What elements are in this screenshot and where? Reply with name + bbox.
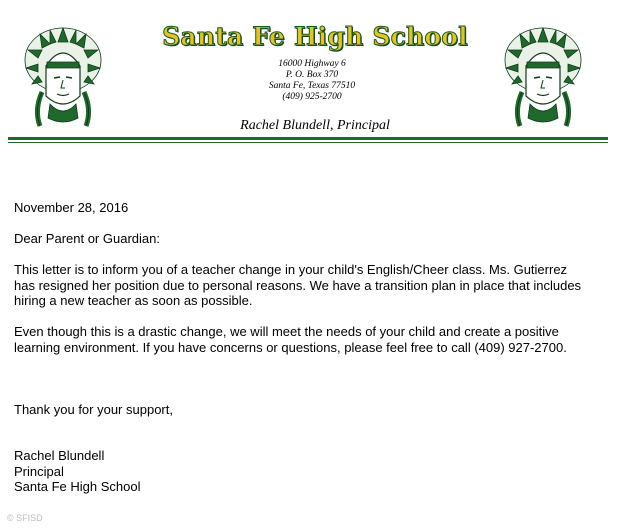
signature-title: Principal bbox=[14, 463, 64, 479]
letter-closing: Thank you for your support, bbox=[14, 402, 173, 417]
letter-paragraph-1 bbox=[14, 262, 581, 309]
letter-date: November 28, 2016 bbox=[14, 200, 129, 215]
signature-name: Rachel Blundell bbox=[14, 448, 105, 463]
header-divider-thick bbox=[8, 137, 608, 140]
address-line: P. O. Box 370 bbox=[285, 70, 339, 80]
paragraph-line: This letter is to inform you of a teacher change in your child's English/Cheer class. Ms. Gutierrez bbox=[14, 262, 568, 277]
letter-salutation: Dear Parent or Guardian: bbox=[14, 231, 160, 246]
paragraph-line: learning environment. If you have concerns or questions, please feel free to call (409) 927-2700. bbox=[14, 339, 567, 355]
signature-school: Santa Fe High School bbox=[14, 479, 141, 494]
indian-head-logo-right bbox=[500, 22, 586, 130]
address-line: (409) 925-2700 bbox=[282, 92, 342, 102]
paragraph-line: hiring a new teacher as soon as possible. bbox=[14, 293, 253, 308]
indian-head-logo-left bbox=[20, 22, 106, 130]
paragraph-line: has resigned her position due to personal reasons. We have a transition plan in place that includes bbox=[14, 277, 582, 293]
image-credit: © SFISD bbox=[7, 513, 43, 523]
letter-paragraph-2 bbox=[14, 324, 567, 355]
address-line: 16000 Highway 6 bbox=[278, 59, 346, 69]
header-divider-thin bbox=[8, 142, 608, 143]
paragraph-line: Even though this is a drastic change, we will meet the needs of your child and create a positive bbox=[14, 324, 559, 339]
principal-header: Rachel Blundell, Principal bbox=[240, 118, 390, 133]
school-name-title: Santa Fe High School bbox=[162, 22, 468, 51]
school-address bbox=[232, 59, 392, 103]
address-line: Santa Fe, Texas 77510 bbox=[268, 81, 356, 91]
letter-signature bbox=[14, 448, 140, 495]
